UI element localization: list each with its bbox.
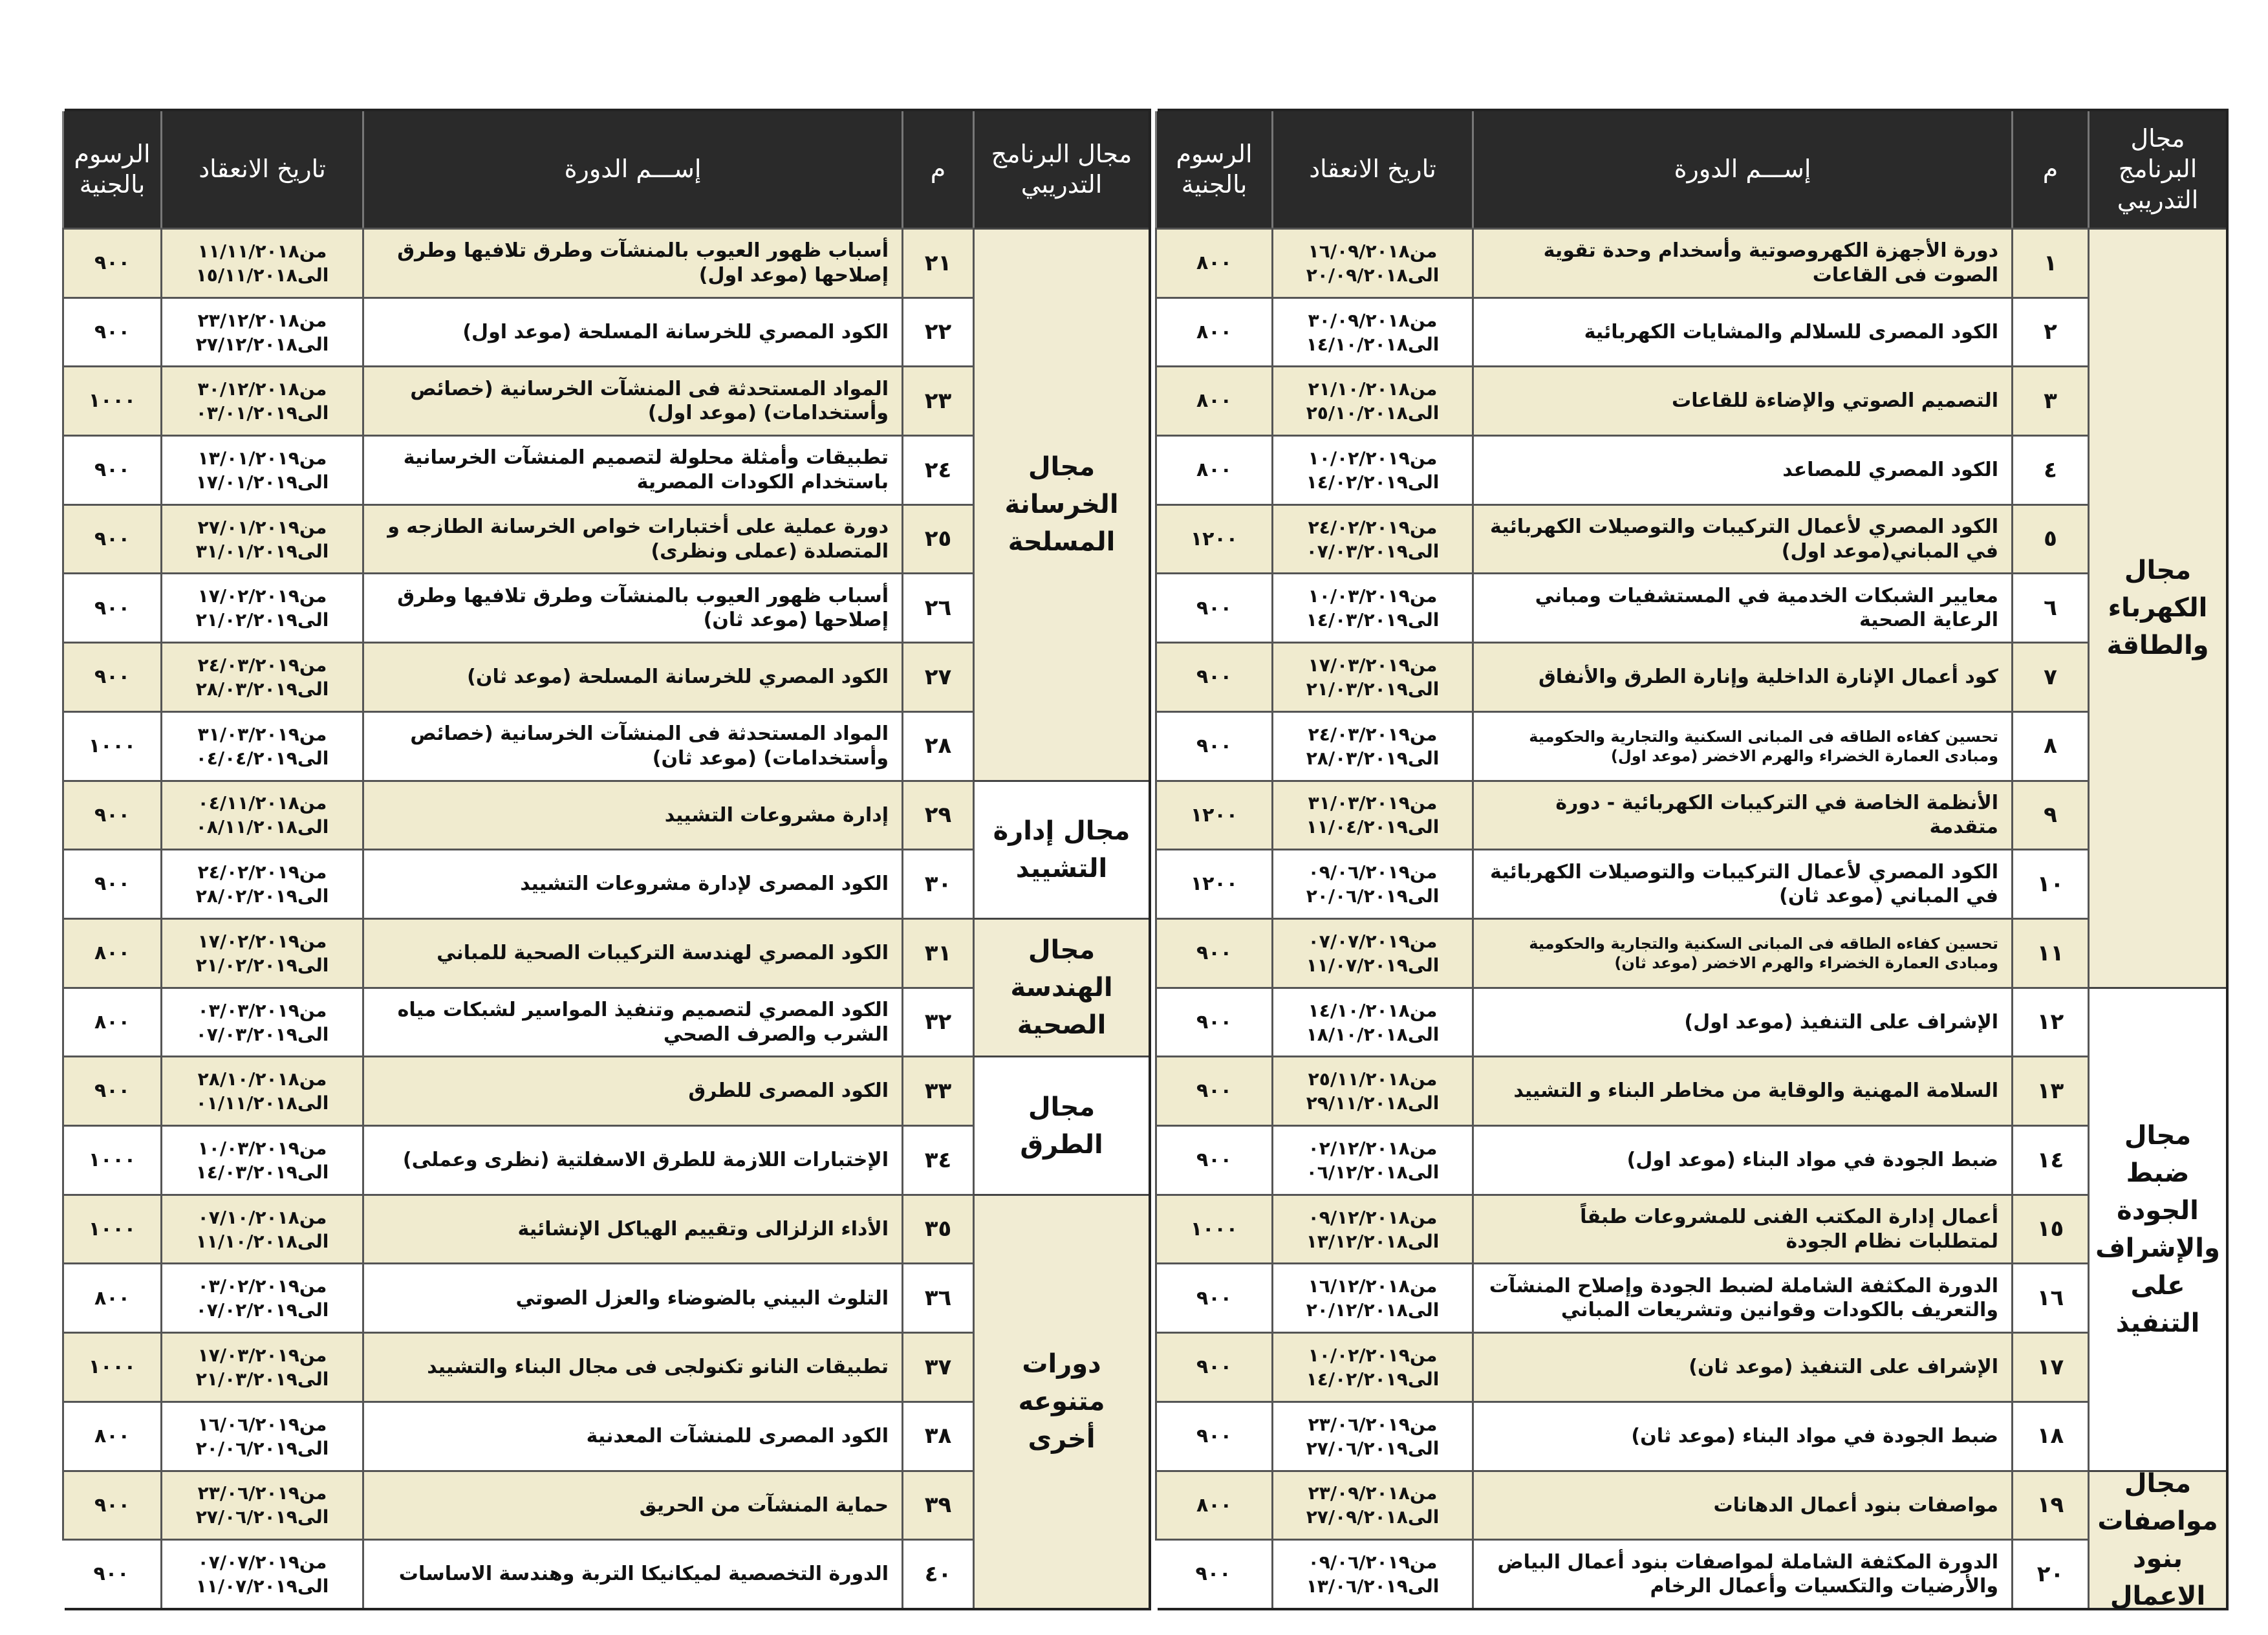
course-dates — [1271, 1470, 1472, 1539]
date-from: من٢٤/٠٢/٢٠١٩ — [197, 861, 327, 883]
course-number: ٢٥ — [902, 504, 973, 573]
course-dates — [1271, 435, 1472, 504]
course-fee: ١٠٠٠ — [1155, 1194, 1271, 1263]
course-dates — [1271, 365, 1472, 435]
course-dates — [160, 1262, 362, 1332]
course-name: المواد المستحدثة فى المنشآت الخرسانية (خصائص وأستخدامات) (موعد اول) — [362, 365, 902, 435]
course-name: ضبط الجودة في مواد البناء (موعد ثان) — [1472, 1401, 2011, 1470]
date-from: من٣٠/٠٩/٢٠١٨ — [1308, 309, 1438, 331]
course-name: الكود المصري لهندسة التركيبات الصحية للمباني — [362, 918, 902, 987]
course-fee: ٨٠٠ — [62, 1262, 160, 1332]
date-from: من٠٢/١٢/٢٠١٨ — [1308, 1137, 1438, 1159]
date-to: الى٢١/٠٣/٢٠١٩ — [1306, 678, 1440, 700]
course-number: ٢٤ — [902, 435, 973, 504]
course-fee: ٩٠٠ — [62, 572, 160, 642]
course-dates — [160, 987, 362, 1056]
course-number: ٦ — [2011, 572, 2088, 642]
course-name: الكود المصري لتصميم وتنفيذ المواسير لشبكات مياه الشرب والصرف الصحي — [362, 987, 902, 1056]
course-fee: ١٠٠٠ — [62, 1194, 160, 1263]
date-to: الى١٨/١٠/٢٠١٨ — [1306, 1023, 1440, 1045]
course-name: الإشراف على التنفيذ (موعد اول) — [1472, 987, 2011, 1056]
course-name: التلوث البيني بالضوضاء والعزل الصوتي — [362, 1262, 902, 1332]
course-dates — [160, 1539, 362, 1608]
date-to: الى٠٦/١٢/٢٠١٨ — [1306, 1161, 1440, 1183]
date-to: الى٢١/٠٢/٢٠١٩ — [195, 609, 329, 631]
field-label: مجال مواصفات بنود الاعمال — [2088, 1470, 2226, 1608]
course-fee: ١٠٠٠ — [62, 1125, 160, 1194]
course-dates — [160, 228, 362, 297]
course-dates — [1271, 1056, 1472, 1125]
date-from: من٢٣/٠٦/٢٠١٩ — [197, 1482, 327, 1504]
course-number: ٣٢ — [902, 987, 973, 1056]
course-number: ١٤ — [2011, 1125, 2088, 1194]
date-from: من٠٧/٠٧/٢٠١٩ — [1308, 930, 1438, 952]
course-fee: ٩٠٠ — [1155, 642, 1271, 711]
date-from: من١٧/٠٢/٢٠١٩ — [197, 585, 327, 607]
date-from: من٠٩/٠٦/٢٠١٩ — [1308, 861, 1438, 883]
course-name: الدورة المكثفة الشاملة لمواصفات بنود أعمال البياض والأرضيات والتكسيات وأعمال الرخام — [1472, 1539, 2011, 1608]
course-fee: ٩٠٠ — [1155, 1332, 1271, 1401]
course-dates — [1271, 780, 1472, 849]
course-number: ٢ — [2011, 297, 2088, 366]
course-number: ٧ — [2011, 642, 2088, 711]
date-to: الى٢٠/١٢/٢٠١٨ — [1306, 1299, 1440, 1321]
course-number: ٢١ — [902, 228, 973, 297]
course-name: دورة عملية على أختبارات خواص الخرسانة الطازجه و المتصلدة (عملى ونظرى) — [362, 504, 902, 573]
course-dates — [1271, 504, 1472, 573]
course-dates — [160, 780, 362, 849]
course-dates — [160, 1125, 362, 1194]
course-name: تحسين كفاءه الطاقه فى المبانى السكنية والتجارية والحكومية ومبادى العمارة الخضراء والهرم الاخضر (موعد اول) — [1472, 711, 2011, 780]
course-dates — [1271, 1194, 1472, 1263]
course-dates — [160, 849, 362, 918]
course-number: ١٢ — [2011, 987, 2088, 1056]
date-to: الى٠٧/٠٣/٢٠١٩ — [1306, 540, 1440, 562]
date-to: الى٠٧/٠٢/٢٠١٩ — [195, 1299, 329, 1321]
date-from: من١٠/٠٣/٢٠١٩ — [1308, 585, 1438, 607]
course-fee: ٩٠٠ — [62, 1056, 160, 1125]
date-from: من٢٣/٠٩/٢٠١٨ — [1308, 1482, 1438, 1504]
course-dates — [160, 711, 362, 780]
date-to: الى١١/٠٧/٢٠١٩ — [195, 1575, 329, 1597]
course-fee: ٨٠٠ — [62, 1401, 160, 1470]
course-number: ٣٥ — [902, 1194, 973, 1263]
date-to: الى١١/٠٤/٢٠١٩ — [1306, 816, 1440, 838]
course-fee: ٨٠٠ — [1155, 365, 1271, 435]
course-name: الكود المصري لأعمال التركيبات والتوصيلات الكهربائية في المباني (موعد ثان) — [1472, 849, 2011, 918]
course-fee: ١٠٠٠ — [62, 711, 160, 780]
course-fee: ٩٠٠ — [1155, 1401, 1271, 1470]
date-from: من١٧/٠٣/٢٠١٩ — [1308, 655, 1438, 677]
course-number: ٢٣ — [902, 365, 973, 435]
course-number: ٢٠ — [2011, 1539, 2088, 1608]
date-from: من٠٩/٠٦/٢٠١٩ — [1308, 1552, 1438, 1574]
course-dates — [1271, 918, 1472, 987]
course-number: ٩ — [2011, 780, 2088, 849]
date-from: من٢٤/٠٢/٢٠١٩ — [1308, 516, 1438, 538]
course-number: ٤٠ — [902, 1539, 973, 1608]
course-name: تطبيقات النانو تكنولجى فى مجال البناء والتشييد — [362, 1332, 902, 1401]
date-from: من٠٤/١١/٢٠١٨ — [197, 792, 327, 814]
date-from: من٠٩/١٢/٢٠١٨ — [1308, 1206, 1438, 1228]
course-name: حماية المنشآت من الحريق — [362, 1470, 902, 1539]
date-to: الى٢٧/١٢/٢٠١٨ — [195, 333, 329, 355]
date-to: الى٠١/١١/٢٠١٨ — [195, 1092, 329, 1114]
course-name: الدورة المكثفة الشاملة لضبط الجودة وإصلاح المنشآت والتعريف بالكودات وقوانين وتشريعات المباني — [1472, 1262, 2011, 1332]
course-fee: ٨٠٠ — [62, 918, 160, 987]
course-name: الأداء الزلزالى وتقييم الهياكل الإنشائية — [362, 1194, 902, 1263]
course-fee: ٨٠٠ — [1155, 435, 1271, 504]
course-name: أعمال إدارة المكتب الفنى للمشروعات طبقاً لمتطلبات نظام الجودة — [1472, 1194, 2011, 1263]
course-number: ١٣ — [2011, 1056, 2088, 1125]
course-fee: ٨٠٠ — [1155, 297, 1271, 366]
course-fee: ٩٠٠ — [1155, 572, 1271, 642]
course-number: ١١ — [2011, 918, 2088, 987]
course-dates — [160, 642, 362, 711]
course-fee: ٩٠٠ — [62, 849, 160, 918]
course-fee: ٨٠٠ — [62, 987, 160, 1056]
right-course-table — [1158, 109, 2229, 1610]
field-label: مجال الكهرباء والطاقة — [2088, 228, 2226, 987]
date-from: من١٦/٠٦/٢٠١٩ — [197, 1413, 327, 1435]
course-name: السلامة المهنية والوقاية من مخاطر البناء و التشييد — [1472, 1056, 2011, 1125]
date-to: الى٢٠/٠٩/٢٠١٨ — [1306, 264, 1440, 286]
course-number: ٢٧ — [902, 642, 973, 711]
date-to: الى١٤/٠٢/٢٠١٩ — [1306, 471, 1440, 493]
course-number: ١٩ — [2011, 1470, 2088, 1539]
course-fee: ٩٠٠ — [1155, 1539, 1271, 1608]
header-name: إســـم الدورة — [1472, 111, 2011, 228]
course-name: أسباب ظهور العيوب بالمنشآت وطرق تلافيها وطرق إصلاحها (موعد اول) — [362, 228, 902, 297]
date-from: من١٠/٠٣/٢٠١٩ — [197, 1137, 327, 1159]
course-dates — [160, 918, 362, 987]
date-from: من١٦/٠٩/٢٠١٨ — [1308, 240, 1438, 262]
course-name: الإختبارات اللازمة للطرق الاسفلتية (نظرى وعملى) — [362, 1125, 902, 1194]
date-to: الى٠٧/٠٣/٢٠١٩ — [195, 1023, 329, 1045]
date-from: من٢٣/١٢/٢٠١٨ — [197, 309, 327, 331]
course-name: ضبط الجودة في مواد البناء (موعد اول) — [1472, 1125, 2011, 1194]
course-name: الكود المصرى للمنشآت المعدنية — [362, 1401, 902, 1470]
course-name: تطبيقات وأمثلة محلولة لتصميم المنشآت الخرسانية باستخدام الكودات المصرية — [362, 435, 902, 504]
date-from: من١١/١١/٢٠١٨ — [197, 240, 327, 262]
course-dates — [1271, 1539, 1472, 1608]
date-from: من٢٥/١١/٢٠١٨ — [1308, 1068, 1438, 1090]
course-dates — [160, 297, 362, 366]
course-dates — [160, 435, 362, 504]
course-dates — [1271, 849, 1472, 918]
course-dates — [160, 365, 362, 435]
course-fee: ٩٠٠ — [62, 228, 160, 297]
left-course-table — [65, 109, 1151, 1610]
course-fee: ٩٠٠ — [62, 297, 160, 366]
course-fee: ١٠٠٠ — [62, 365, 160, 435]
course-name: الكود المصري للخرسانة المسلحة (موعد اول) — [362, 297, 902, 366]
course-dates — [160, 1401, 362, 1470]
course-name: الكود المصرى للطرق — [362, 1056, 902, 1125]
course-number: ٣٩ — [902, 1470, 973, 1539]
course-dates — [1271, 572, 1472, 642]
course-dates — [160, 1194, 362, 1263]
date-to: الى٢٩/١١/٢٠١٨ — [1306, 1092, 1440, 1114]
field-label: مجال الخرسانة المسلحة — [973, 228, 1149, 780]
course-number: ١٥ — [2011, 1194, 2088, 1263]
course-number: ٣٠ — [902, 849, 973, 918]
date-to: الى١٤/٠٢/٢٠١٩ — [1306, 1369, 1440, 1391]
course-fee: ١٢٠٠ — [1155, 849, 1271, 918]
course-dates — [1271, 297, 1472, 366]
course-fee: ٩٠٠ — [1155, 918, 1271, 987]
course-dates — [1271, 642, 1472, 711]
date-to: الى٢٧/٠٦/٢٠١٩ — [195, 1506, 329, 1528]
date-to: الى١٧/٠١/٢٠١٩ — [195, 471, 329, 493]
date-to: الى١٣/١٢/٢٠١٨ — [1306, 1230, 1440, 1252]
course-name: مواصفات بنود أعمال الدهانات — [1472, 1470, 2011, 1539]
date-to: الى١٥/١١/٢٠١٨ — [195, 264, 329, 286]
field-label: دورات متنوعه أخرى — [973, 1194, 1149, 1608]
date-to: الى١١/١٠/٢٠١٨ — [195, 1230, 329, 1252]
header-name: إســـم الدورة — [362, 111, 902, 228]
course-name: الكود المصري لأعمال التركيبات والتوصيلات الكهربائية في المباني(موعد اول) — [1472, 504, 2011, 573]
date-from: من١٧/٠٣/٢٠١٩ — [197, 1345, 327, 1367]
date-from: من٢٣/٠٦/٢٠١٩ — [1308, 1413, 1438, 1435]
date-from: من٣١/٠٣/٢٠١٩ — [1308, 792, 1438, 814]
date-to: الى٢٧/٠٩/٢٠١٨ — [1306, 1506, 1440, 1528]
date-from: من٢١/١٠/٢٠١٨ — [1308, 378, 1438, 400]
course-name: المواد المستحدثة فى المنشآت الخرسانية (خصائص وأستخدامات) (موعد ثان) — [362, 711, 902, 780]
field-label: مجال إدارة التشييد — [973, 780, 1149, 918]
course-fee: ٩٠٠ — [1155, 1125, 1271, 1194]
field-label: مجال ضبط الجودة والإشراف على التنفيذ — [2088, 987, 2226, 1470]
date-to: الى٠٨/١١/٢٠١٨ — [195, 816, 329, 838]
date-from: من١٣/٠١/٢٠١٩ — [197, 447, 327, 469]
date-from: من٢٤/٠٣/٢٠١٩ — [197, 655, 327, 677]
course-fee: ١٢٠٠ — [1155, 504, 1271, 573]
course-number: ١٧ — [2011, 1332, 2088, 1401]
course-name: دورة الأجهزة الكهروصوتية وأسخدام وحدة تقوية الصوت فى القاعات — [1472, 228, 2011, 297]
course-number: ٥ — [2011, 504, 2088, 573]
course-number: ١٠ — [2011, 849, 2088, 918]
header-date: تاريخ الانعقاد — [1271, 111, 1472, 228]
date-to: الى٢٨/٠٣/٢٠١٩ — [195, 678, 329, 700]
date-to: الى١٤/٠٣/٢٠١٩ — [1306, 609, 1440, 631]
date-from: من١٠/٠٢/٢٠١٩ — [1308, 1345, 1438, 1367]
course-fee: ٩٠٠ — [1155, 1056, 1271, 1125]
course-fee: ١٠٠٠ — [62, 1332, 160, 1401]
course-name: الكود المصرى لإدارة مشروعات التشييد — [362, 849, 902, 918]
course-name: الإشراف على التنفيذ (موعد ثان) — [1472, 1332, 2011, 1401]
course-number: ٣ — [2011, 365, 2088, 435]
course-fee: ٩٠٠ — [62, 504, 160, 573]
course-fee: ٩٠٠ — [62, 1539, 160, 1608]
date-from: من٢٨/١٠/٢٠١٨ — [197, 1068, 327, 1090]
course-name: التصميم الصوتي والإضاءة للقاعات — [1472, 365, 2011, 435]
course-name: كود أعمال الإنارة الداخلية وإنارة الطرق والأنفاق — [1472, 642, 2011, 711]
date-from: من٣١/٠٣/٢٠١٩ — [197, 723, 327, 745]
date-to: الى٢٧/٠٦/٢٠١٩ — [1306, 1437, 1440, 1459]
course-number: ١ — [2011, 228, 2088, 297]
course-number: ٣٦ — [902, 1262, 973, 1332]
course-number: ١٦ — [2011, 1262, 2088, 1332]
course-name: الكود المصري للمصاعد — [1472, 435, 2011, 504]
course-number: ٢٨ — [902, 711, 973, 780]
date-to: الى٠٣/٠١/٢٠١٩ — [195, 402, 329, 424]
course-number: ٢٩ — [902, 780, 973, 849]
date-to: الى٢١/٠٣/٢٠١٩ — [195, 1369, 329, 1391]
date-to: الى٢٠/٠٦/٢٠١٩ — [195, 1437, 329, 1459]
date-from: من٢٧/٠١/٢٠١٩ — [197, 516, 327, 538]
date-to: الى٠٤/٠٤/٢٠١٩ — [195, 747, 329, 769]
date-from: من٠٣/٠٣/٢٠١٩ — [197, 999, 327, 1021]
course-number: ٣٧ — [902, 1332, 973, 1401]
course-fee: ٩٠٠ — [1155, 1262, 1271, 1332]
date-to: الى١٣/٠٦/٢٠١٩ — [1306, 1575, 1440, 1597]
course-fee: ٨٠٠ — [1155, 1470, 1271, 1539]
course-dates — [1271, 228, 1472, 297]
header-fee: الرسوم بالجنية — [62, 111, 160, 228]
course-number: ٢٦ — [902, 572, 973, 642]
course-dates — [1271, 1401, 1472, 1470]
header-field: مجال البرنامج التدريبي — [2088, 111, 2226, 228]
date-from: من١٧/٠٢/٢٠١٩ — [197, 930, 327, 952]
course-name: الكود المصري للخرسانة المسلحة (موعد ثان) — [362, 642, 902, 711]
field-label: مجال الطرق — [973, 1056, 1149, 1193]
course-number: ١٨ — [2011, 1401, 2088, 1470]
course-dates — [160, 1470, 362, 1539]
date-to: الى٢٥/١٠/٢٠١٨ — [1306, 402, 1440, 424]
course-number: ٣١ — [902, 918, 973, 987]
course-dates — [160, 504, 362, 573]
header-field: مجال البرنامج التدريبي — [973, 111, 1149, 228]
date-to: الى١٤/٠٣/٢٠١٩ — [195, 1161, 329, 1183]
course-fee: ٩٠٠ — [1155, 987, 1271, 1056]
course-fee: ١٢٠٠ — [1155, 780, 1271, 849]
course-name: معايير الشبكات الخدمية في المستشفيات ومباني الرعاية الصحية — [1472, 572, 2011, 642]
date-from: من٠٧/١٠/٢٠١٨ — [197, 1206, 327, 1228]
course-dates — [160, 572, 362, 642]
course-name: الدورة التخصصية لميكانيكا التربة وهندسة الاساسات — [362, 1539, 902, 1608]
course-number: ٢٢ — [902, 297, 973, 366]
course-number: ٣٨ — [902, 1401, 973, 1470]
date-from: من١٤/١٠/٢٠١٨ — [1308, 999, 1438, 1021]
date-to: الى٢٨/٠٢/٢٠١٩ — [195, 885, 329, 907]
course-name: إدارة مشروعات التشييد — [362, 780, 902, 849]
date-from: من٠٣/٠٢/٢٠١٩ — [197, 1275, 327, 1297]
course-name: أسباب ظهور العيوب بالمنشآت وطرق تلافيها وطرق إصلاحها (موعد ثان) — [362, 572, 902, 642]
course-fee: ٩٠٠ — [62, 642, 160, 711]
date-to: الى١١/٠٧/٢٠١٩ — [1306, 954, 1440, 976]
course-fee: ٩٠٠ — [62, 780, 160, 849]
header-date: تاريخ الانعقاد — [160, 111, 362, 228]
header-fee: الرسوم بالجنية — [1155, 111, 1271, 228]
course-fee: ٩٠٠ — [1155, 711, 1271, 780]
field-label: مجال الهندسة الصحية — [973, 918, 1149, 1056]
course-name: الأنظمة الخاصة في التركيبات الكهربائية - دورة متقدمة — [1472, 780, 2011, 849]
course-fee: ٩٠٠ — [62, 435, 160, 504]
course-dates — [1271, 1125, 1472, 1194]
date-from: من٢٤/٠٣/٢٠١٩ — [1308, 723, 1438, 745]
course-dates — [160, 1056, 362, 1125]
date-to: الى١٤/١٠/٢٠١٨ — [1306, 333, 1440, 355]
date-to: الى٢١/٠٢/٢٠١٩ — [195, 954, 329, 976]
course-number: ٣٣ — [902, 1056, 973, 1125]
date-from: من١٠/٠٢/٢٠١٩ — [1308, 447, 1438, 469]
date-from: من٠٧/٠٧/٢٠١٩ — [197, 1552, 327, 1574]
course-name: تحسين كفاءه الطاقه فى المبانى السكنية والتجارية والحكومية ومبادى العمارة الخضراء والهرم الاخضر (موعد ثان) — [1472, 918, 2011, 987]
header-num: م — [2011, 111, 2088, 228]
course-dates — [160, 1332, 362, 1401]
course-dates — [1271, 1262, 1472, 1332]
course-number: ٨ — [2011, 711, 2088, 780]
course-dates — [1271, 987, 1472, 1056]
course-dates — [1271, 711, 1472, 780]
course-fee: ٨٠٠ — [1155, 228, 1271, 297]
date-from: من١٦/١٢/٢٠١٨ — [1308, 1275, 1438, 1297]
date-from: من٣٠/١٢/٢٠١٨ — [197, 378, 327, 400]
header-num: م — [902, 111, 973, 228]
course-name: الكود المصرى للسلالم والمشايات الكهربائية — [1472, 297, 2011, 366]
course-fee: ٩٠٠ — [62, 1470, 160, 1539]
date-to: الى٢٠/٠٦/٢٠١٩ — [1306, 885, 1440, 907]
date-to: الى٢٨/٠٣/٢٠١٩ — [1306, 747, 1440, 769]
course-number: ٤ — [2011, 435, 2088, 504]
course-number: ٣٤ — [902, 1125, 973, 1194]
course-dates — [1271, 1332, 1472, 1401]
date-to: الى٣١/٠١/٢٠١٩ — [195, 540, 329, 562]
